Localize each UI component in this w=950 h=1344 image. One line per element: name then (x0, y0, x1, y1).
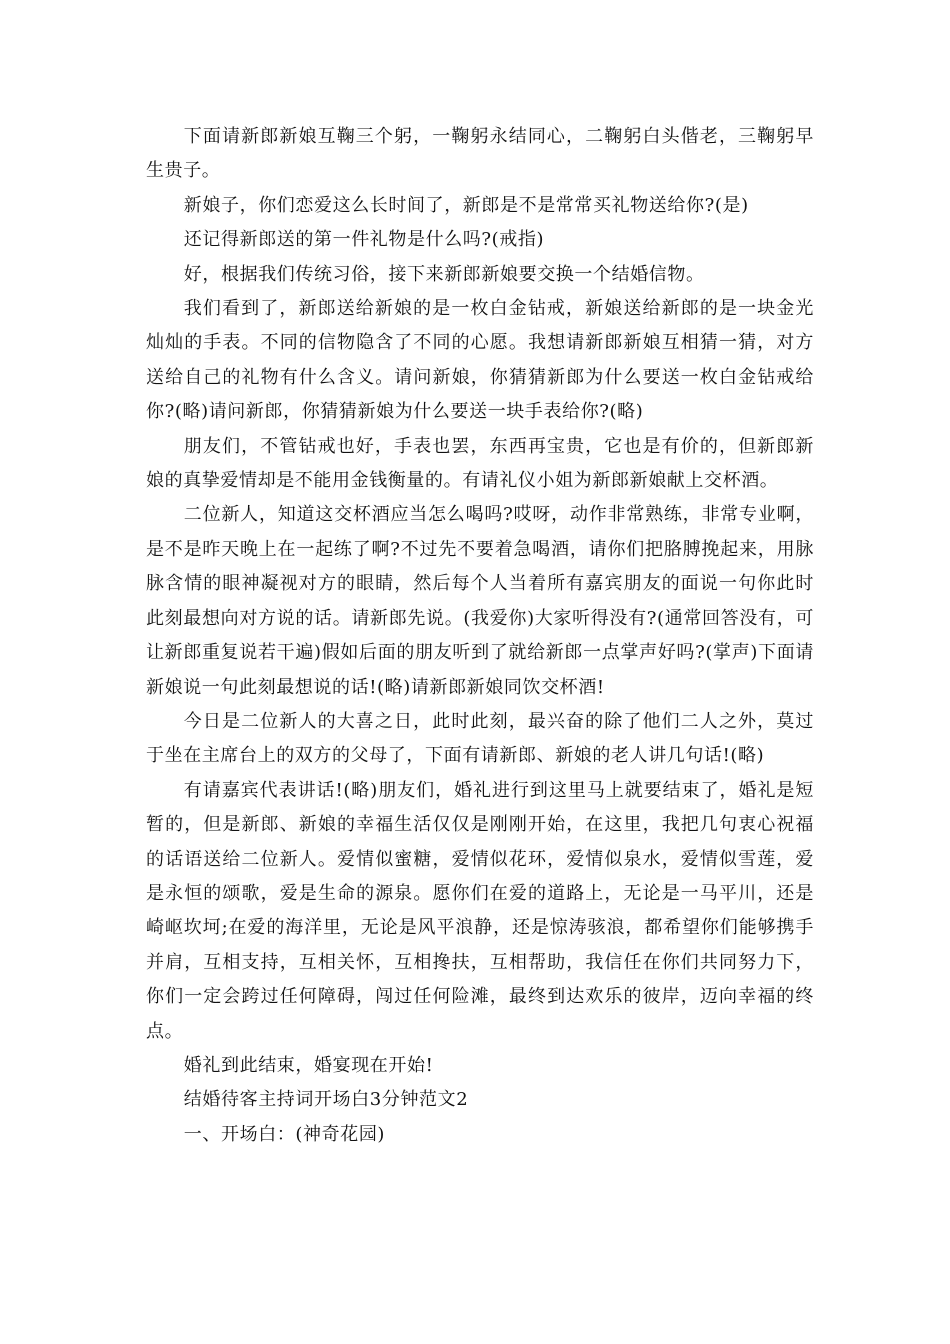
subheading-opening: 一、开场白：(神奇花园) (183, 1123, 386, 1145)
paragraph-blessings: 有请嘉宾代表讲话!(略)朋友们，婚礼进行到这里马上就要结束了，婚礼是短暂的，但是新郎、新娘的幸福生活仅仅是刚刚开始，在这里，我把几句衷心祝福的话语送给二位新人。爱情似蜜糖，爱情似花环，爱情似泉水，爱情似雪莲，爱是永恒的颂歌，爱是生命的源泉。愿你们在爱的道路上，无论是一马平川，还是崎岖坎坷;在爱的海洋里，无论是风平浪静，还是惊涛骇浪，都希望你们能够携手并肩，互相支持，互相关怀，互相搀扶，互相帮助，我信任在你们共同努力下，你们一定会跨过任何障碍，闯过任何险滩，最终到达欢乐的彼岸，迈向幸福的终点。 (146, 779, 814, 1042)
paragraph-wedding-wine: 二位新人，知道这交杯酒应当怎么喝吗?哎呀，动作非常熟练，非常专业啊，是不是昨天晚上在一起练了啊?不过先不要着急喝酒，请你们把胳膊挽起来，用脉脉含情的眼神凝视对方的眼睛，然后每个人当着所有嘉宾朋友的面说一句你此时此刻最想向对方说的话。请新郎先说。(我爱你)大家听得没有?(通常回答没有，可让新郎重复说若干遍)假如后面的朋友听到了就给新郎一点掌声好吗?(掌声)下面请新娘说一句此刻最想说的话!(略)请新郎新娘同饮交杯酒! (146, 504, 814, 698)
document-body (146, 120, 814, 1152)
paragraph-ring-and-watch: 我们看到了，新郎送给新娘的是一枚白金钻戒，新娘送给新郎的是一块金光灿灿的手表。不同的信物隐含了不同的心愿。我想请新郎新娘互相猜一猜，对方送给自己的礼物有什么含义。请问新娘，你猜猜新郎为什么要送一枚白金钻戒给你?(略)请问新郎，你猜猜新娘为什么要送一块手表给你?(略) (146, 298, 814, 423)
paragraph-true-love: 朋友们，不管钻戒也好，手表也罢，东西再宝贵，它也是有价的，但新郎新娘的真挚爱情却是不能用金钱衡量的。有请礼仪小姐为新郎新娘献上交杯酒。 (146, 435, 814, 492)
paragraph-gift-question: 新娘子，你们恋爱这么长时间了，新郎是不是常常买礼物送给你?(是) (183, 194, 749, 216)
paragraph-ceremony-end: 婚礼到此结束，婚宴现在开始! (183, 1054, 434, 1076)
section-heading-sample-2: 结婚待客主持词开场白3分钟范文2 (183, 1089, 469, 1111)
paragraph-bow-ceremony: 下面请新郎新娘互鞠三个躬，一鞠躬永结同心，二鞠躬白头偕老，三鞠躬早生贵子。 (146, 126, 814, 182)
paragraph-parents-speech: 今日是二位新人的大喜之日，此时此刻，最兴奋的除了他们二人之外，莫过于坐在主席台上的双方的父母了，下面有请新郎、新娘的老人讲几句话!(略) (146, 710, 814, 767)
paragraph-exchange-tokens: 好，根据我们传统习俗，接下来新郎新娘要交换一个结婚信物。 (183, 263, 705, 285)
paragraph-first-gift: 还记得新郎送的第一件礼物是什么吗?(戒指) (183, 229, 545, 251)
